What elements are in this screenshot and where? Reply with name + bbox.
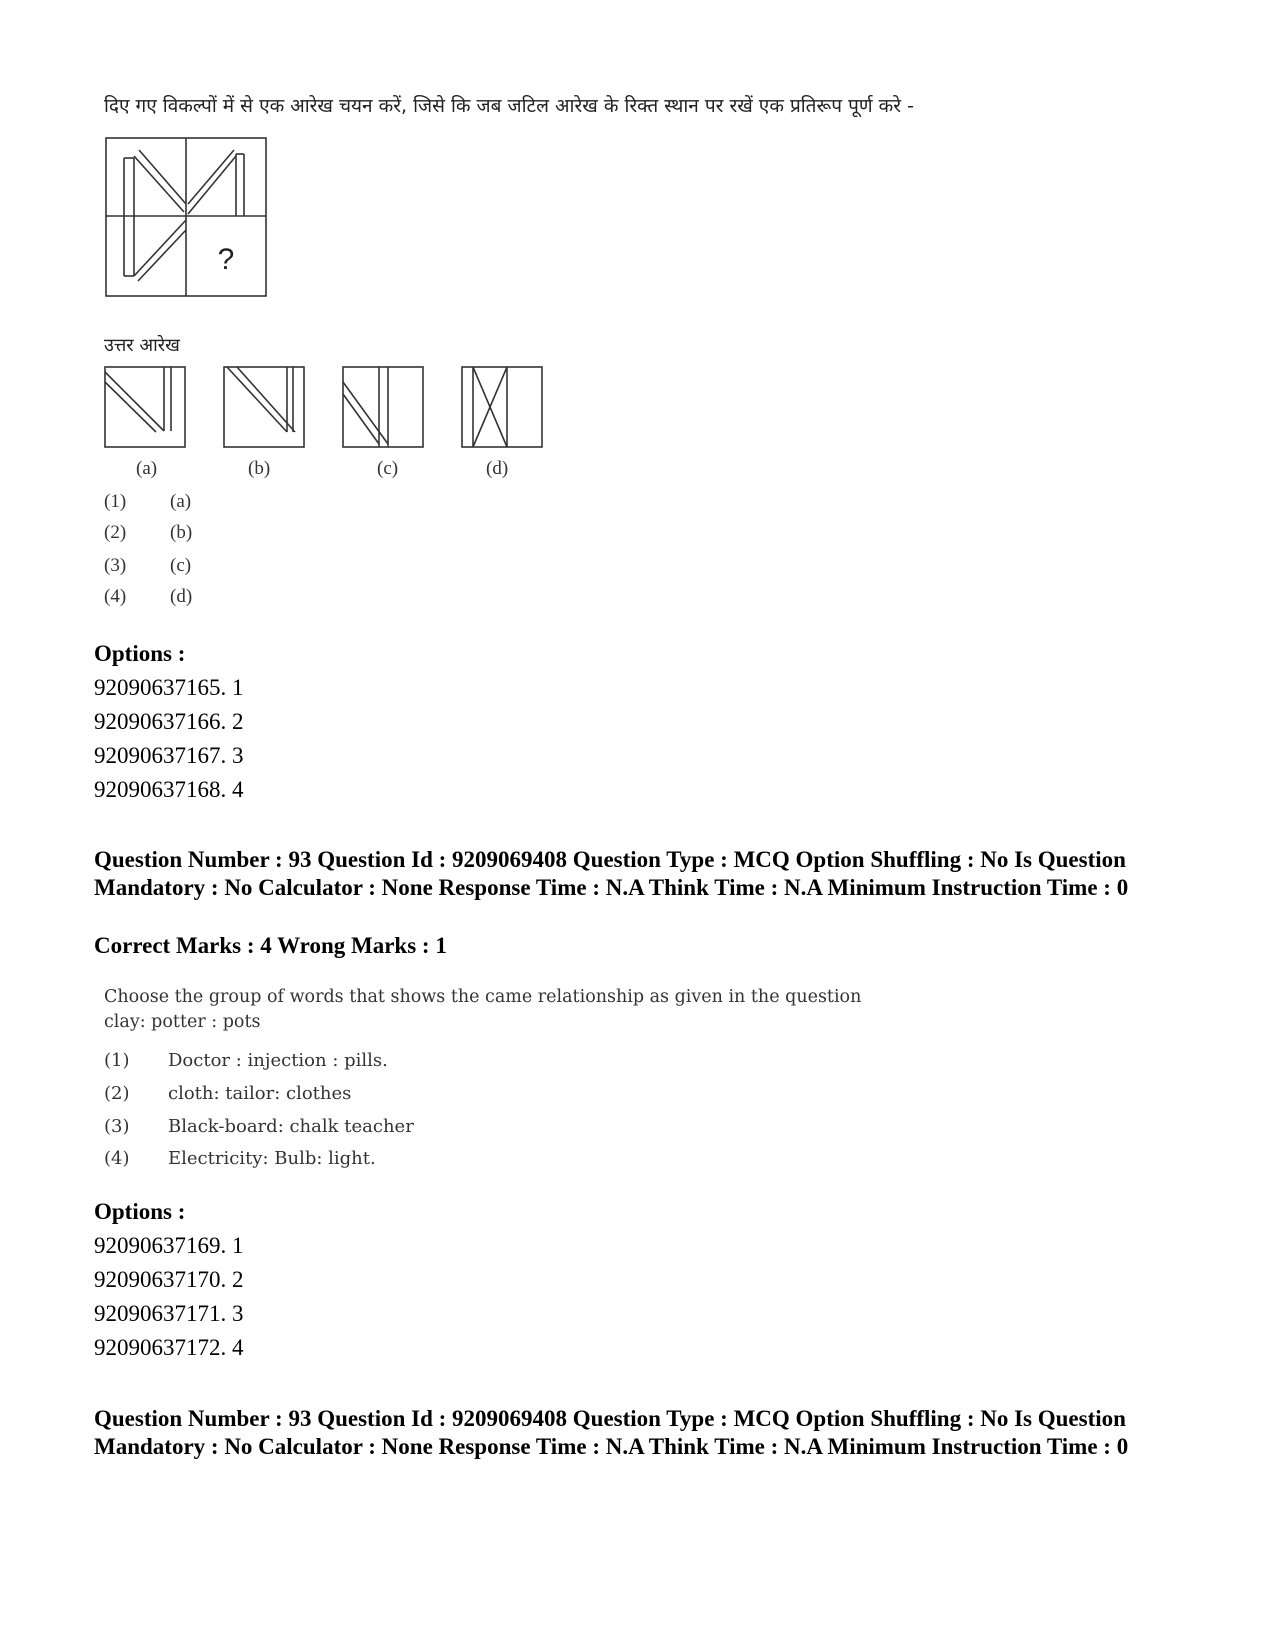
answer-figure-d-svg [461,366,545,450]
figure-label-d: (d) [486,458,509,479]
q93-option-4[interactable]: 92090637172. 4 [94,1335,244,1360]
answer-figure-d [461,366,545,450]
q93-options-list [94,1229,244,1365]
q93-question-line1: Choose the group of words that shows the came relationship as given in the question [104,987,862,1007]
question-instruction-hindi: दिए गए विकल्पों में से एक आरेख चयन करें, जिसे कि जब जटिल आरेख के रिक्त स्थान पर रखें एक प्रतिरूप पूर्ण करे - [104,95,914,117]
q93-option-2[interactable]: 92090637170. 2 [94,1267,244,1292]
q93-choice-num: (2) [104,1083,130,1104]
figure-label-c: (c) [377,458,399,479]
q92-choice-value: (d) [170,586,193,607]
problem-figure [104,136,268,300]
answer-figure-a-svg [104,366,188,450]
q93-option-1[interactable]: 92090637169. 1 [94,1233,244,1258]
q93-choice-num: (1) [104,1050,130,1071]
q93-question-line2: clay: potter : pots [104,1012,261,1032]
answer-figure-a [104,366,188,450]
answer-figure-b [223,366,307,450]
q92-options-heading: Options : [94,641,186,666]
q92-choice-value: (c) [170,555,192,576]
missing-mark: ? [217,243,235,276]
q92-option-3[interactable]: 92090637167. 3 [94,743,244,768]
q92-choice-num: (3) [104,555,127,576]
q93-repeat-header: Question Number : 93 Question Id : 9209069408 Question Type : MCQ Option Shuffling : No Is Question Mandatory : No Calculator : None Response Time : N.A Think Time : N.A Minimum Instruction Time : 0 [94,1406,1129,1459]
q92-choice-value: (a) [170,491,192,512]
q92-choice-num: (1) [104,491,127,512]
answer-figure-c-svg [342,366,426,450]
q93-option-3[interactable]: 92090637171. 3 [94,1301,244,1326]
q93-marks: Correct Marks : 4 Wrong Marks : 1 [94,933,447,958]
figure-label-a: (a) [136,458,158,479]
q92-option-4[interactable]: 92090637168. 4 [94,777,244,802]
q93-choice-text: cloth: tailor: clothes [168,1083,352,1104]
q92-choice-num: (2) [104,522,127,543]
answer-figure-c [342,366,426,450]
q93-choice-num: (3) [104,1116,130,1137]
answer-figures-label: उत्तर आरेख [104,335,180,356]
figure-label-b: (b) [248,458,271,479]
q93-choice-num: (4) [104,1148,130,1169]
q92-options-list [94,671,244,807]
q92-option-1[interactable]: 92090637165. 1 [94,675,244,700]
answer-figure-b-svg [223,366,307,450]
q93-choice-text: Black-board: chalk teacher [168,1116,414,1137]
q93-choice-text: Electricity: Bulb: light. [168,1148,376,1169]
problem-figure-svg [104,136,268,300]
q93-choice-text: Doctor : injection : pills. [168,1050,388,1071]
q92-option-2[interactable]: 92090637166. 2 [94,709,244,734]
q93-header: Question Number : 93 Question Id : 9209069408 Question Type : MCQ Option Shuffling : No Is Question Mandatory : No Calculator : None Response Time : N.A Think Time : N.A Minimum Instruction Time : 0 [94,847,1129,900]
q92-choice-num: (4) [104,586,127,607]
q92-choice-value: (b) [170,522,193,543]
q93-options-heading: Options : [94,1199,186,1224]
